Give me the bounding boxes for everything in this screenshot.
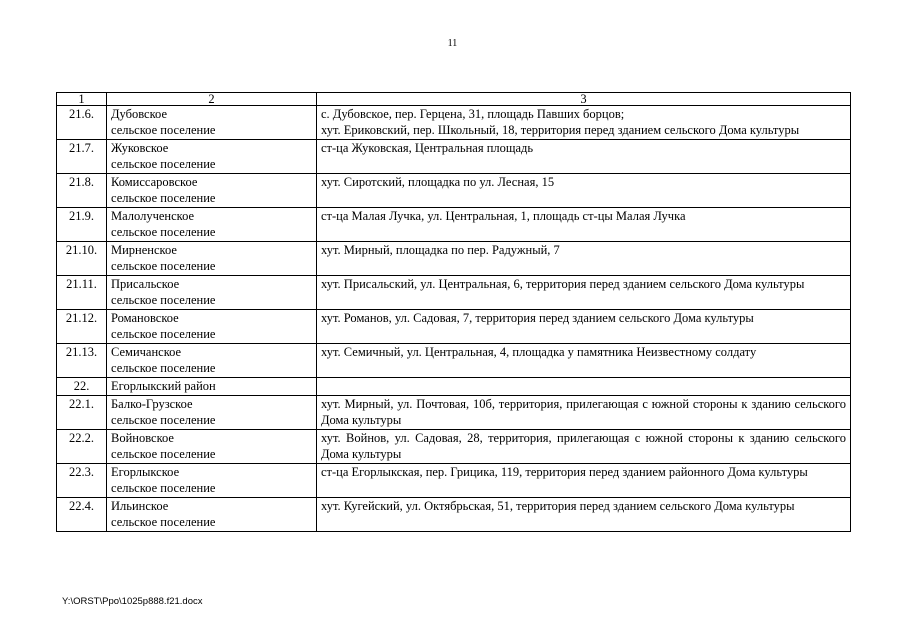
settlement-name: Комиссаровское [111,175,198,189]
settlement-name: Дубовское [111,107,167,121]
table-row [57,242,851,276]
settlement-cell [107,242,317,276]
table-row [57,140,851,174]
settlement-type: сельское поселение [111,225,216,239]
table-row [57,106,851,140]
table-row [57,396,851,430]
row-number: 21.6. [57,106,107,140]
row-number: 21.7. [57,140,107,174]
settlement-type: сельское поселение [111,123,216,137]
settlement-cell [107,276,317,310]
settlement-type: сельское поселение [111,413,216,427]
settlement-name: Семичанское [111,345,182,359]
settlement-name: Мирненское [111,243,177,257]
settlement-type: сельское поселение [111,259,216,273]
settlement-cell [107,498,317,532]
row-number: 22. [57,378,107,396]
settlement-cell [107,174,317,208]
settlement-cell [107,344,317,378]
table-row [57,344,851,378]
table-header-row [57,93,851,106]
settlement-name: Присальское [111,277,180,291]
address-cell: ст-ца Жуковская, Центральная площадь [317,140,851,174]
table-row [57,174,851,208]
row-number: 21.9. [57,208,107,242]
settlement-cell [107,106,317,140]
table-row [57,498,851,532]
settlement-name: Жуковское [111,141,169,155]
address-cell: ст-ца Малая Лучка, ул. Центральная, 1, площадь ст-цы Малая Лучка [317,208,851,242]
settlement-name: Романовское [111,311,179,325]
header-col-2: 2 [107,93,317,106]
row-number: 22.3. [57,464,107,498]
district-name: Егорлыкский район [111,379,216,393]
address-cell: с. Дубовское, пер. Герцена, 31, площадь Павших борцов; хут. Ериковский, пер. Школьный, 18, территория перед зданием сельского Дома культуры [317,106,851,140]
file-path-footer: Y:\ORST\Ppo\1025p888.f21.docx [62,596,203,607]
header-col-1: 1 [57,93,107,106]
address-cell: хут. Кугейский, ул. Октябрьская, 51, территория перед зданием сельского Дома культуры [317,498,851,532]
header-col-3: 3 [317,93,851,106]
settlement-type: сельское поселение [111,327,216,341]
address-cell [317,378,851,396]
settlement-name: Ильинское [111,499,169,513]
row-number: 21.8. [57,174,107,208]
address-cell: хут. Мирный, площадка по пер. Радужный, 7 [317,242,851,276]
row-number: 21.13. [57,344,107,378]
page-number: 11 [447,38,458,49]
address-cell: ст-ца Егорлыкская, пер. Грицика, 119, территория перед зданием районного Дома культуры [317,464,851,498]
settlement-name: Войновское [111,431,174,445]
settlement-type: сельское поселение [111,515,216,529]
table-row [57,310,851,344]
row-number: 21.10. [57,242,107,276]
table-row [57,464,851,498]
row-number: 21.12. [57,310,107,344]
settlement-name: Балко-Грузское [111,397,193,411]
address-cell: хут. Романов, ул. Садовая, 7, территория перед зданием сельского Дома культуры [317,310,851,344]
settlements-table [56,92,851,532]
table-row [57,208,851,242]
settlement-cell [107,208,317,242]
settlement-type: сельское поселение [111,447,216,461]
address-cell: хут. Мирный, ул. Почтовая, 10б, территория, прилегающая с южной стороны к зданию сельского Дома культуры [317,396,851,430]
table-row [57,276,851,310]
settlement-name: Малолученское [111,209,195,223]
address-cell: хут. Семичный, ул. Центральная, 4, площадка у памятника Неизвестному солдату [317,344,851,378]
settlement-type: сельское поселение [111,191,216,205]
settlement-type: сельское поселение [111,157,216,171]
address-cell: хут. Войнов, ул. Садовая, 28, территория, прилегающая с южной стороны к зданию сельского Дома культуры [317,430,851,464]
settlement-type: сельское поселение [111,481,216,495]
address-cell: хут. Сиротский, площадка по ул. Лесная, 15 [317,174,851,208]
address-cell: хут. Присальский, ул. Центральная, 6, территория перед зданием сельского Дома культуры [317,276,851,310]
table-row [57,430,851,464]
settlement-cell [107,310,317,344]
row-number: 22.4. [57,498,107,532]
table-row [57,378,851,396]
settlement-type: сельское поселение [111,361,216,375]
settlement-cell [107,396,317,430]
settlement-name: Егорлыкское [111,465,180,479]
settlement-cell [107,140,317,174]
settlement-cell [107,464,317,498]
settlement-cell [107,430,317,464]
district-cell [107,378,317,396]
row-number: 22.1. [57,396,107,430]
settlement-type: сельское поселение [111,293,216,307]
row-number: 21.11. [57,276,107,310]
row-number: 22.2. [57,430,107,464]
